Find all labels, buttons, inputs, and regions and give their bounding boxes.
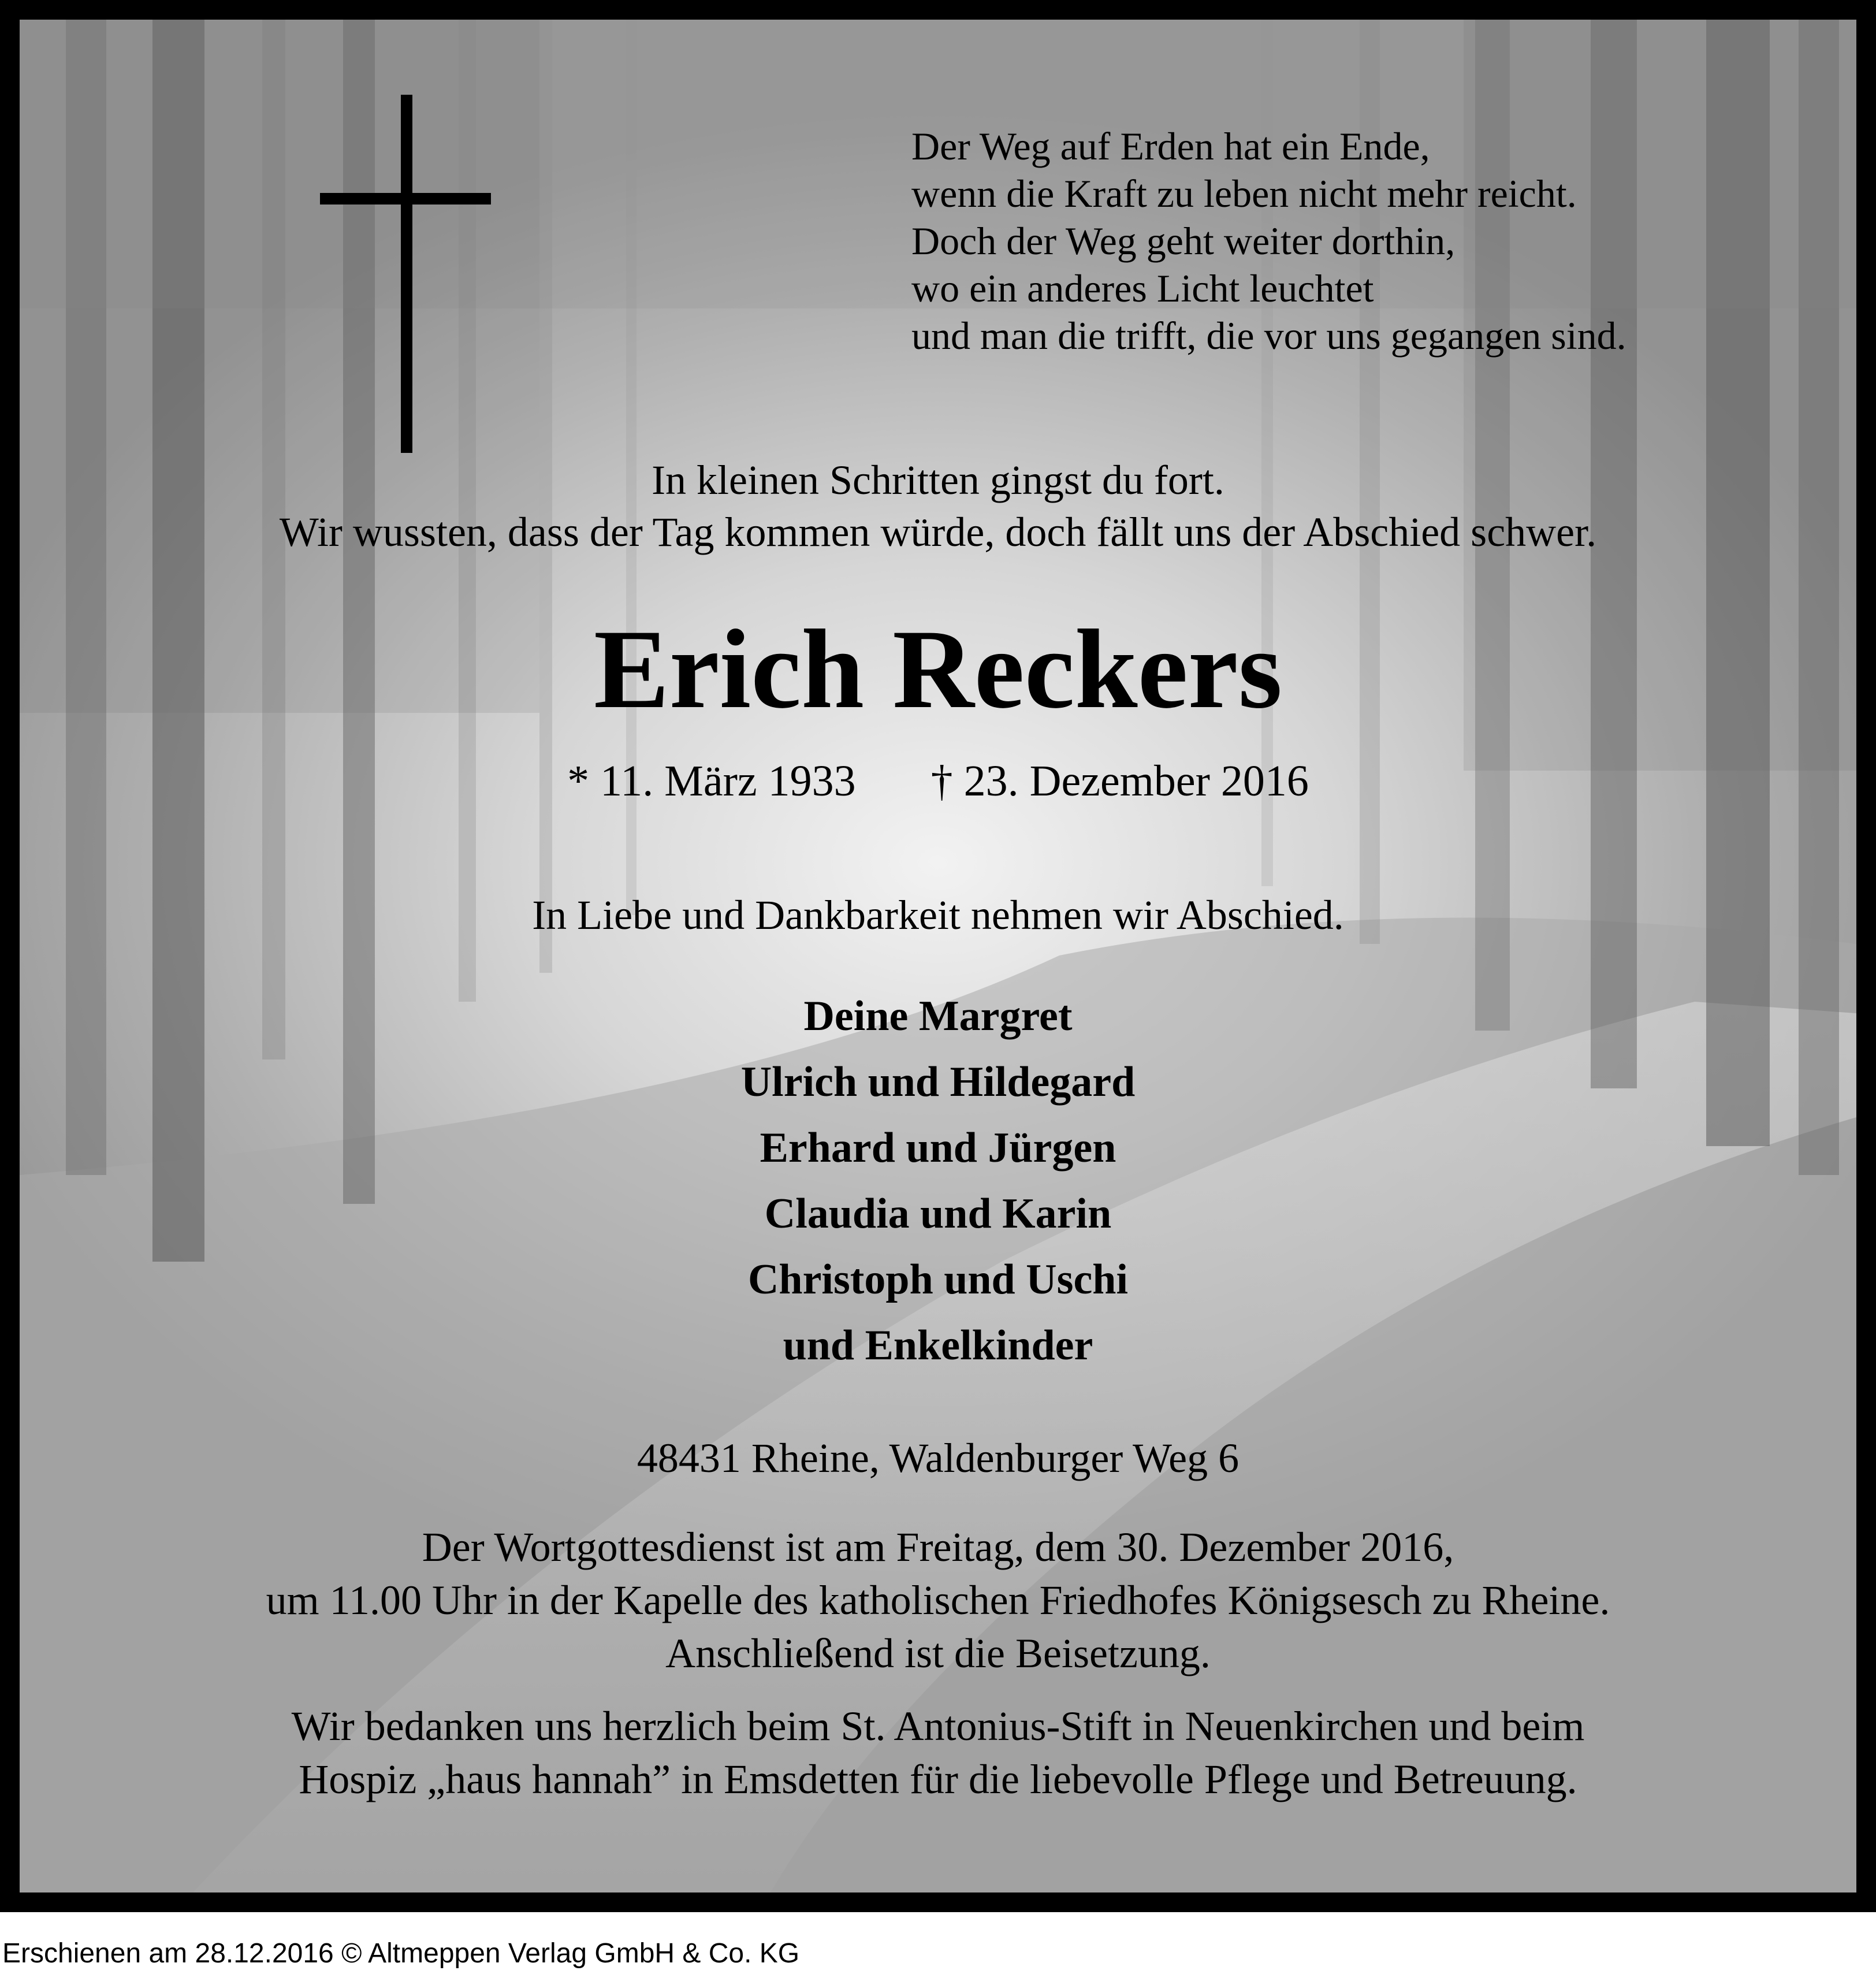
address: 48431 Rheine, Waldenburger Weg 6 — [636, 1435, 1240, 1481]
poem-line: wo ein anderes Licht leuchtet — [911, 266, 1374, 310]
mourner-name: und Enkelkinder — [783, 1322, 1093, 1369]
service-line: Anschließend ist die Beisetzung. — [665, 1630, 1211, 1676]
birth-date: * 11. März 1933 — [567, 757, 856, 805]
thanks-line: Hospiz „haus hannah” in Emsdetten für die liebevolle Pflege und Betreuung. — [299, 1756, 1577, 1802]
mourner-name: Claudia und Karin — [764, 1190, 1112, 1237]
verse-line: In kleinen Schritten gingst du fort. — [652, 457, 1224, 503]
deceased-name: Erich Reckers — [594, 607, 1282, 732]
service-info — [20, 1520, 1856, 1680]
verse-line: Wir wussten, dass der Tag kommen würde, doch fällt uns der Abschied schwer. — [279, 509, 1597, 555]
poem-line: wenn die Kraft zu leben nicht mehr reicht. — [911, 172, 1577, 215]
mourner-name: Erhard und Jürgen — [760, 1124, 1116, 1172]
poem — [911, 122, 1626, 359]
cross-icon-vertical — [401, 95, 412, 453]
obituary-notice — [20, 20, 1856, 1893]
poem-line: Doch der Weg geht weiter dorthin, — [911, 219, 1456, 263]
verse — [20, 454, 1856, 558]
poem-line: Der Weg auf Erden hat ein Ende, — [911, 124, 1430, 168]
thanks-note — [20, 1700, 1856, 1806]
farewell-text: In Liebe und Dankbarkeit nehmen wir Abschied. — [532, 892, 1344, 938]
mourner-name: Ulrich und Hildegard — [740, 1058, 1136, 1106]
cross-icon-horizontal — [320, 193, 491, 205]
publication-footer: Erschienen am 28.12.2016 © Altmeppen Verlag GmbH & Co. KG — [2, 1938, 800, 1969]
poem-line: und man die trifft, die vor uns gegangen sind. — [911, 314, 1626, 358]
mourner-name: Christoph und Uschi — [747, 1256, 1128, 1303]
mourners-list — [20, 983, 1856, 1378]
life-dates — [20, 752, 1856, 810]
mourner-name: Deine Margret — [803, 992, 1073, 1040]
service-line: Der Wortgottesdienst ist am Freitag, dem 30. Dezember 2016, — [422, 1524, 1454, 1570]
death-date: † 23. Dezember 2016 — [930, 757, 1309, 805]
service-line: um 11.00 Uhr in der Kapelle des katholischen Friedhofes Königsesch zu Rheine. — [266, 1577, 1610, 1623]
thanks-line: Wir bedanken uns herzlich beim St. Antonius-Stift in Neuenkirchen und beim — [291, 1703, 1585, 1749]
